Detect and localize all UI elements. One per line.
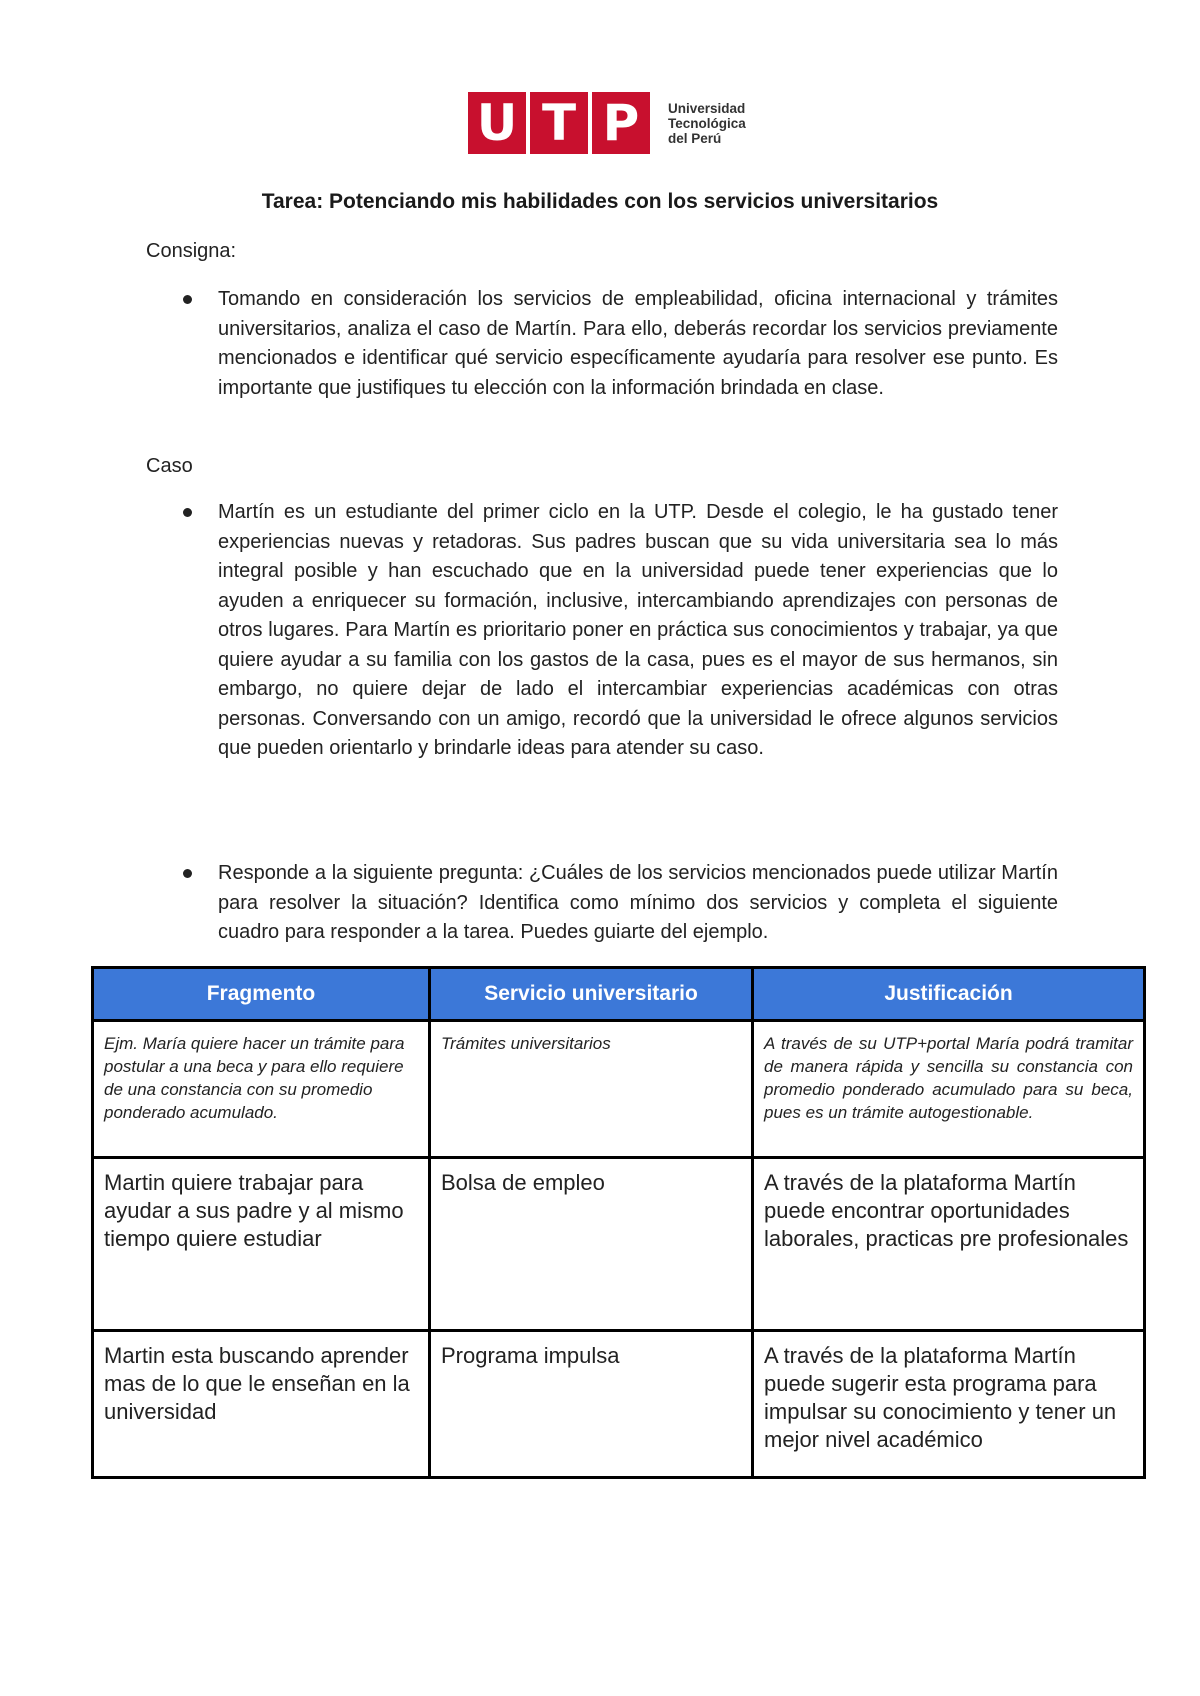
consigna-label: Consigna:: [146, 240, 237, 262]
logo-line-2: Tecnológica: [668, 115, 746, 131]
header-servicio: Servicio universitario: [430, 968, 753, 1021]
example-fragmento: Ejm. María quiere hacer un trámite para postular a una beca y para ello requiere de una constancia con su promedio ponderado acumulado.: [93, 1021, 430, 1158]
logo-mark: [468, 92, 654, 154]
bullet-icon: [183, 869, 192, 878]
example-row: [93, 1021, 1145, 1158]
row-servicio: Bolsa de empleo: [430, 1158, 753, 1331]
caso-paragraph: Martín es un estudiante del primer ciclo en la UTP. Desde el colegio, le ha gustado tener experiencias nuevas y retadoras. Sus padres buscan que su vida universitaria sea lo más integral posible y han escuchado que en la universidad puede tener experiencias que lo ayuden a enriquecer su formación, inclusive, intercambiando aprendizajes con personas de otros lugares. Para Martín es prioritario poner en práctica sus conocimientos y trabajar, ya que quiere ayudar a su familia con los gastos de la casa, pues es el mayor de sus hermanos, sin embargo, no quiere dejar de lado el intercambiar experiencias académicas con otras personas. Conversando con un amigo, recordó que la universidad le ofrece algunos servicios que pueden orientarlo y brindarle ideas para atender su caso.: [218, 501, 1058, 759]
page-title: Tarea: Potenciando mis habilidades con los servicios universitarios: [261, 190, 939, 213]
row-servicio: Programa impulsa: [430, 1331, 753, 1478]
logo-line-1: Universidad: [668, 100, 746, 116]
logo-letter-t: T: [530, 92, 588, 154]
header-fragmento: Fragmento: [93, 968, 430, 1021]
consigna-paragraph: Tomando en consideración los servicios de empleabilidad, oficina internacional y trámites universitarios, analiza el caso de Martín. Para ello, deberás recordar los servicios previamente mencionados e identificar qué servicio específicamente ayudaría para resolver ese punto. Es importante que justifiques tu elección con la información brindada en clase.: [218, 288, 1058, 399]
example-justificacion: A través de su UTP+portal María podrá tramitar de manera rápida y sencilla su constancia con promedio ponderado acumulado para su beca, pues es un trámite autogestionable.: [753, 1021, 1145, 1158]
utp-logo: [468, 92, 746, 154]
pregunta-paragraph: Responde a la siguiente pregunta: ¿Cuáles de los servicios mencionados puede utilizar Martín para resolver la situación? Identifica como mínimo dos servicios y completa el siguiente cuadro para responder a la tarea. Puedes guiarte del ejemplo.: [218, 862, 1058, 943]
header-justificacion: Justificación: [753, 968, 1145, 1021]
table-row: [93, 1331, 1145, 1478]
row-fragmento: Martin esta buscando aprender mas de lo que le enseñan en la universidad: [93, 1331, 430, 1478]
row-justificacion: A través de la plataforma Martín puede sugerir esta programa para impulsar su conocimiento y tener un mejor nivel académico: [753, 1331, 1145, 1478]
bullet-icon: [183, 508, 192, 517]
logo-line-3: del Perú: [668, 130, 722, 146]
example-servicio: Trámites universitarios: [430, 1021, 753, 1158]
row-justificacion: A través de la plataforma Martín puede encontrar oportunidades laborales, practicas pre profesionales: [753, 1158, 1145, 1331]
logo-letter-p: P: [592, 92, 650, 154]
table-header-row: [93, 968, 1145, 1021]
services-table: [91, 966, 1146, 1479]
row-fragmento: Martin quiere trabajar para ayudar a sus padre y al mismo tiempo quiere estudiar: [93, 1158, 430, 1331]
bullet-icon: [183, 295, 192, 304]
caso-label: Caso: [146, 455, 193, 477]
logo-letter-u: U: [468, 92, 526, 154]
logo-wordmark: [668, 101, 746, 146]
table-row: [93, 1158, 1145, 1331]
